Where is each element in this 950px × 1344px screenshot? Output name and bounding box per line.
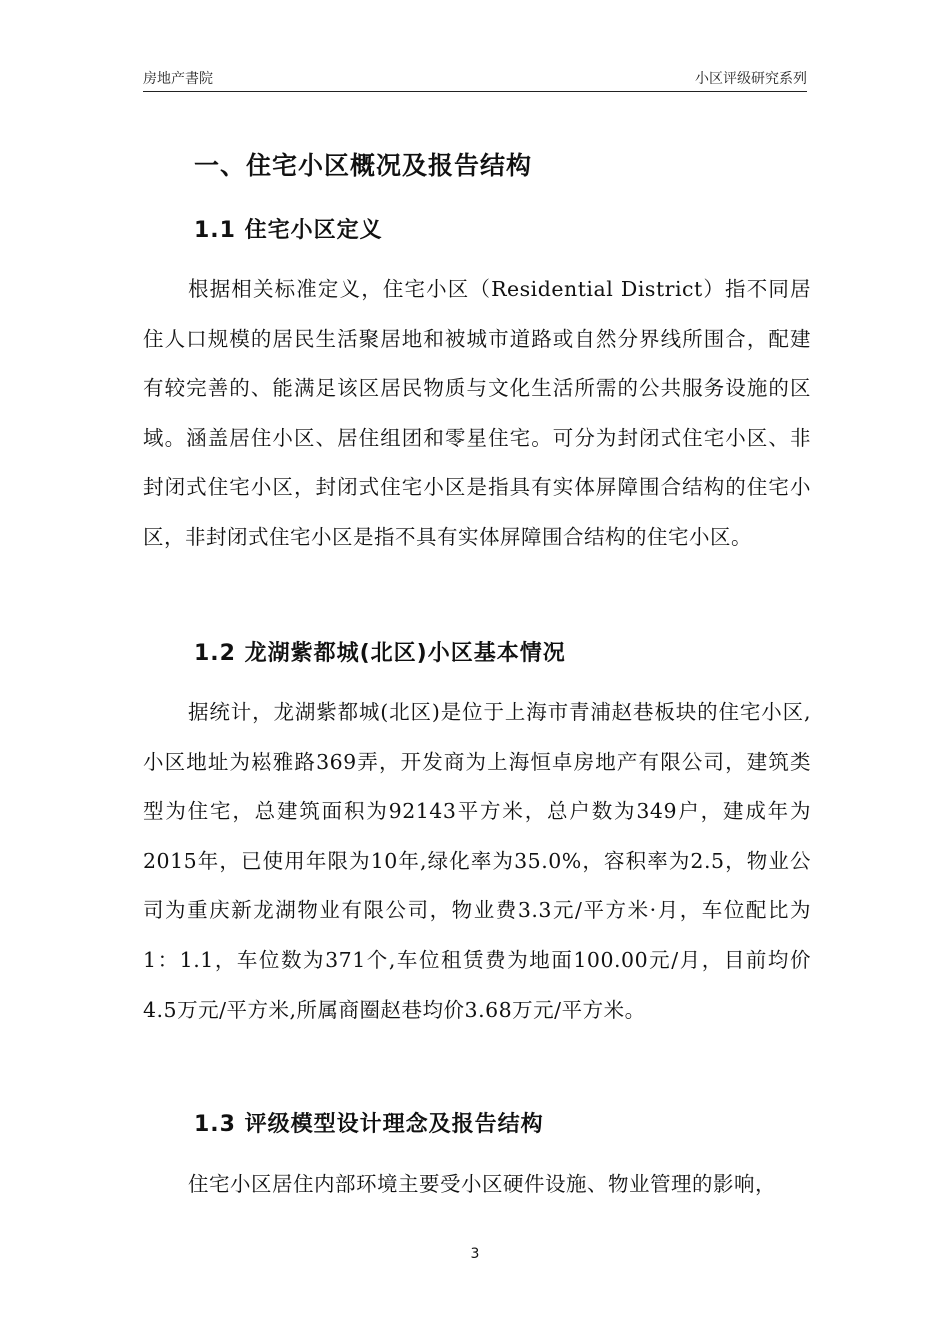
chapter-heading: 一、住宅小区概况及报告结构 [194,151,533,180]
header-divider [143,91,807,92]
section-paragraph-1-3: 住宅小区居住内部环境主要受小区硬件设施、物业管理的影响， [188,1172,776,1196]
section-heading-1-1: 1.1 住宅小区定义 [194,218,383,243]
page-number: 3 [470,1246,480,1262]
section-paragraph-1-2: 据统计，龙湖紫都城(北区)是位于上海市青浦赵巷板块的住宅小区,小区地址为崧雅路369弄，开发商为上海恒卓房地产有限公司，建筑类型为住宅，总建筑面积为92143平方米，总户数为349户，建成年为2015年，已使用年限为10年,绿化率为35.0%，容积率为2.5，物业公司为重庆新龙湖物业有限公司，物业费3.3元/平方米·月，车位配比为1：1.1，车位数为371个,车位租赁费为地面100.00元/月，目前均价4.5万元/平方米,所属商圈赵巷均价3.68万元/平方米。 [143,700,811,1022]
section-heading-1-2: 1.2 龙湖紫都城(北区)小区基本情况 [194,641,566,666]
header-publisher: 房地产書院 [143,71,213,87]
section-paragraph-1-1: 根据相关标准定义，住宅小区（Residential District）指不同居住人口规模的居民生活聚居地和被城市道路或自然分界线所围合，配建有较完善的、能满足该区居民物质与文化生活所需的公共服务设施的区域。涵盖居住小区、居住组团和零星住宅。可分为封闭式住宅小区、非封闭式住宅小区，封闭式住宅小区是指具有实体屏障围合结构的住宅小区，非封闭式住宅小区是指不具有实体屏障围合结构的住宅小区。 [143,277,811,549]
section-heading-1-3: 1.3 评级模型设计理念及报告结构 [194,1112,544,1137]
header-series-title: 小区评级研究系列 [695,71,807,87]
page-header [143,66,807,90]
